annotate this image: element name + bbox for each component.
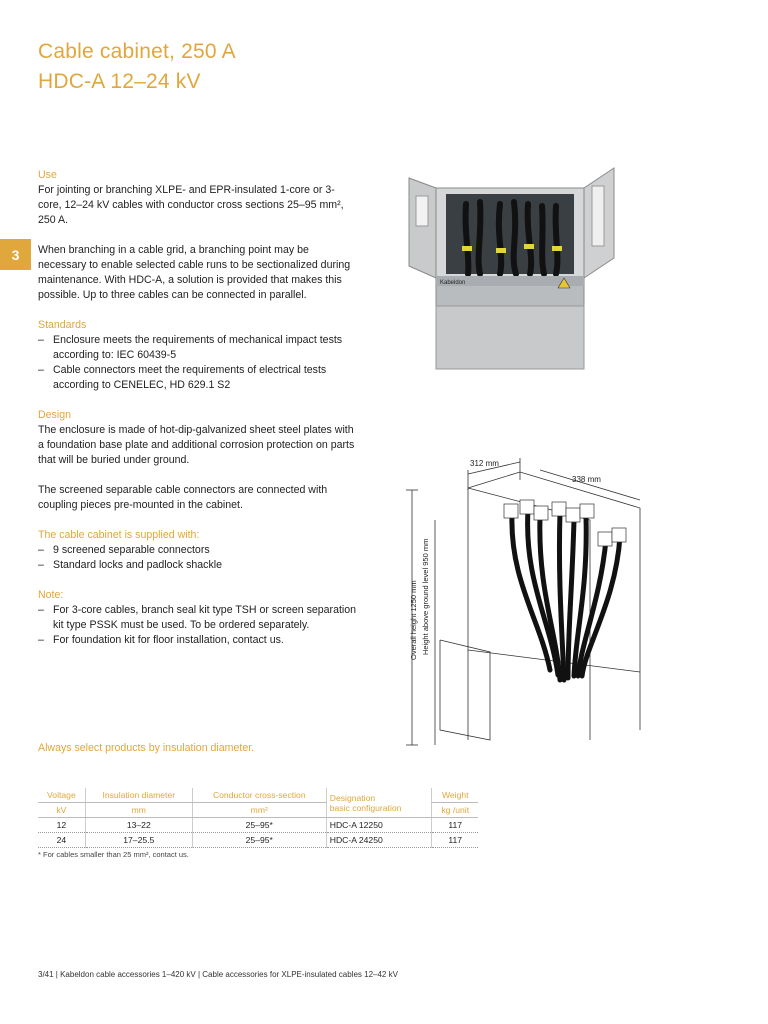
list-item: – For 3-core cables, branch seal kit type TSH or screen separation kit type PSSK must be used. To be ordered separately.: [38, 603, 358, 633]
product-table: [38, 788, 478, 848]
unit-conductor: mm²: [192, 803, 326, 818]
header-weight: Weight: [432, 788, 478, 803]
table-row: [38, 833, 478, 848]
cell-insulation: 17–25.5: [85, 833, 192, 848]
header-conductor: Conductor cross-section: [192, 788, 326, 803]
cell-weight: 117: [432, 818, 478, 833]
header-designation: [326, 788, 432, 818]
table-footnote: * For cables smaller than 25 mm², contact us.: [38, 850, 189, 859]
dimension-height-above-ground: Height above ground level 950 mm: [421, 538, 430, 655]
unit-weight: kg /unit: [432, 803, 478, 818]
section-tab: 3: [0, 239, 31, 270]
designation-label: Designation: [329, 792, 376, 803]
note-heading: Note:: [38, 589, 64, 601]
cell-conductor: 25–95*: [192, 818, 326, 833]
header-insulation: Insulation diameter: [85, 788, 192, 803]
design-paragraph-1: The enclosure is made of hot-dip-galvanized sheet steel plates with a foundation base plate and additional corrosion protection on parts that will be buried under ground.: [38, 424, 355, 466]
note-list: [38, 603, 358, 648]
list-item: – Enclosure meets the requirements of mechanical impact tests according to: IEC 60439-5: [38, 333, 358, 363]
use-paragraph-2: When branching in a cable grid, a branching point may be necessary to enable selected cable runs to be sectionalized during maintenance. With HDC-A, a solution is provided that makes this possible. Up to three cables can be connected in parallel.: [38, 244, 351, 301]
use-paragraph-1: For jointing or branching XLPE- and EPR-insulated 1-core or 3-core, 12–24 kV cables with conductor cross sections 25–95 mm², 250 A.: [38, 184, 344, 226]
cell-designation: HDC-A 24250: [326, 833, 432, 848]
always-select-note: Always select products by insulation diameter.: [38, 742, 255, 754]
header-voltage: Voltage: [38, 788, 85, 803]
dimension-width: 338 mm: [572, 475, 601, 484]
cabinet-drawing: [400, 440, 670, 750]
list-item: – 9 screened separable connectors: [38, 543, 358, 558]
design-heading: Design: [38, 409, 71, 421]
table-row: [38, 818, 478, 833]
cell-insulation: 13–22: [85, 818, 192, 833]
table-header-row: [38, 788, 478, 803]
supplied-list: [38, 543, 358, 573]
dimension-overall-height: Overall height 1250 mm: [409, 580, 418, 660]
unit-voltage: kV: [38, 803, 85, 818]
photo-label: Kabeldon: [440, 280, 466, 286]
dimension-depth: 312 mm: [470, 459, 499, 468]
cell-conductor: 25–95*: [192, 833, 326, 848]
designation-sub-label: basic configuration: [329, 802, 402, 813]
cell-designation: HDC-A 12250: [326, 818, 432, 833]
page-subtitle: HDC-A 12–24 kV: [38, 70, 201, 93]
page-title: Cable cabinet, 250 A: [38, 40, 236, 63]
list-item: – Cable connectors meet the requirements of electrical tests according to CENELEC, HD 629.1 S2: [38, 363, 358, 393]
text-column: [38, 168, 358, 648]
cell-voltage: 12: [38, 818, 85, 833]
cabinet-photo: [404, 166, 624, 396]
page-footer: 3/41 | Kabeldon cable accessories 1–420 kV | Cable accessories for XLPE-insulated cables 12–42 kV: [38, 970, 398, 979]
list-item: – Standard locks and padlock shackle: [38, 558, 358, 573]
standards-heading: Standards: [38, 319, 87, 331]
supplied-heading: The cable cabinet is supplied with:: [38, 529, 200, 541]
use-heading: Use: [38, 169, 57, 181]
unit-insulation: mm: [85, 803, 192, 818]
cell-weight: 117: [432, 833, 478, 848]
cell-voltage: 24: [38, 833, 85, 848]
design-paragraph-2: The screened separable cable connectors are connected with coupling pieces pre-mounted in the cabinet.: [38, 484, 328, 511]
list-item: – For foundation kit for floor installation, contact us.: [38, 633, 358, 648]
standards-list: [38, 333, 358, 393]
